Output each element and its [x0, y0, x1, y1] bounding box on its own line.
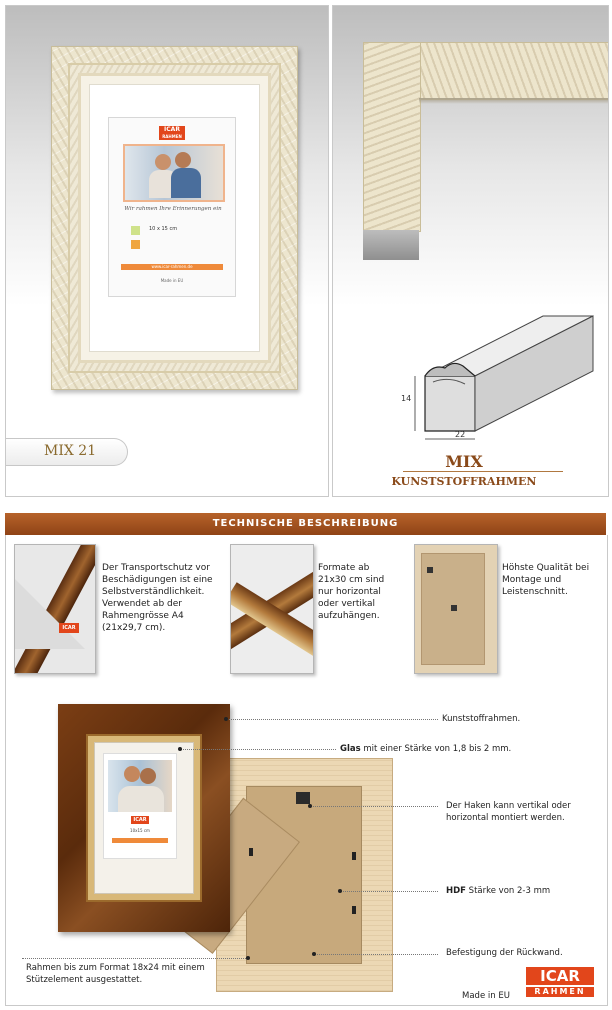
profile-drawing	[393, 306, 603, 446]
callout-glass-rest: mit einer Stärke von 1,8 bis 2 mm.	[360, 744, 512, 754]
callout-hdf-bold: HDF	[446, 886, 466, 896]
hanging-hook	[296, 792, 310, 804]
frame-molding	[68, 63, 281, 373]
frame-gold-lip	[86, 734, 202, 902]
photo-card-badge: ICAR	[131, 816, 149, 824]
leader-hook	[310, 806, 438, 807]
title-divider	[403, 471, 533, 472]
frame-mat	[94, 742, 194, 894]
callout-hdf-rest: Stärke von 2-3 mm	[465, 886, 551, 896]
script-text: Wir rahmen Ihre Erinnerungen ein	[124, 206, 222, 212]
frame-corner-vertical	[363, 42, 421, 232]
passepartout-mat	[89, 84, 260, 352]
woman-head	[124, 766, 140, 782]
dot-glass	[178, 747, 182, 751]
feature-text-2: Formate ab 21x30 cm sind nur horizontal oder vertikal aufzuhängen.	[318, 563, 385, 621]
leader-back	[314, 954, 438, 955]
person-right	[175, 152, 191, 168]
callout-stand: Rahmen bis zum Format 18x24 mit einem Stützelement ausgestattet.	[26, 963, 205, 985]
made-in-eu: Made in EU	[462, 991, 510, 1001]
frame-photo	[51, 46, 298, 390]
series-subtitle: KUNSTSTOFFRAHMEN	[391, 475, 537, 488]
profile-cut	[363, 230, 419, 260]
feature-thumb-corner-protector	[14, 544, 96, 674]
product-panel-left	[5, 5, 329, 497]
dot-stand	[246, 956, 250, 960]
back-clip-a	[249, 848, 253, 856]
couple-bodies	[118, 786, 164, 812]
callout-hdf	[446, 885, 550, 897]
product-tab-label: MIX 21	[44, 443, 97, 459]
size-swatch-orange	[131, 240, 140, 249]
product-tab[interactable]	[6, 438, 128, 466]
corner-inner-shadow	[419, 98, 609, 104]
badge-line1: ICAR	[164, 126, 180, 133]
callout-glass-bold: Glas	[340, 744, 361, 754]
badge-line2: RAHMEN	[162, 134, 182, 139]
feature-thumb-corner	[230, 544, 314, 674]
made-in-card: Made in EU	[160, 278, 184, 283]
display-card	[108, 117, 236, 297]
photo-card-strip	[112, 838, 168, 843]
dot-hook	[308, 804, 312, 808]
protector-triangle	[15, 579, 85, 649]
callout-hook: Der Haken kann vertikal oder horizontal montiert werden.	[446, 801, 571, 823]
url-text: www.icar-rahmen.de	[151, 264, 193, 269]
sample-photo	[123, 144, 225, 202]
protector-logo: ICAR	[59, 623, 79, 633]
product-panel-right	[332, 5, 609, 497]
callout-back: Befestigung der Rückwand.	[446, 948, 563, 958]
technical-header: TECHNISCHE BESCHREIBUNG	[5, 513, 606, 535]
feature-text-3: Höhste Qualität bei Montage und Leistenschnitt.	[502, 563, 590, 597]
back-clip-b	[352, 906, 356, 914]
dot-hdf	[338, 889, 342, 893]
man-head	[140, 768, 156, 784]
callout-glass	[340, 743, 511, 755]
leader-hdf	[340, 891, 438, 892]
profile-shape	[425, 316, 593, 431]
dot-frame	[224, 717, 228, 721]
person-left	[155, 154, 171, 170]
icar-logo-top: ICAR	[526, 967, 594, 985]
dot-back	[312, 952, 316, 956]
leader-glass	[180, 749, 336, 750]
back-clip-2	[451, 605, 457, 611]
person-right-body	[171, 168, 201, 198]
icar-badge	[159, 126, 185, 140]
photo-card-size: 10x15 cm	[130, 828, 150, 833]
back-clip-c	[352, 852, 356, 860]
feature-thumb-back	[414, 544, 498, 674]
frame-couple-photo	[108, 760, 172, 812]
frame-lip	[78, 73, 271, 363]
back-clip	[427, 567, 433, 573]
wooden-frame	[58, 704, 230, 932]
leader-stand	[22, 958, 248, 959]
dimension-height: 14	[401, 394, 412, 403]
size-label: 10 x 15 cm	[149, 226, 178, 232]
size-swatch-green	[131, 226, 140, 235]
icar-logo-bottom: RAHMEN	[526, 987, 594, 997]
icar-logo[interactable]	[526, 967, 594, 997]
feature-text-1: Der Transportschutz vor Beschädigungen ist eine Selbstverständlichkeit. Verwendet ab der Rahmengrösse A4 (21x29,7 cm).	[102, 563, 213, 633]
callout-frame: Kunststoffrahmen.	[442, 714, 521, 724]
series-title: MIX	[445, 452, 483, 471]
dimension-width: 22	[455, 430, 466, 439]
leader-frame	[226, 719, 438, 720]
frame-photo-card	[103, 753, 177, 859]
